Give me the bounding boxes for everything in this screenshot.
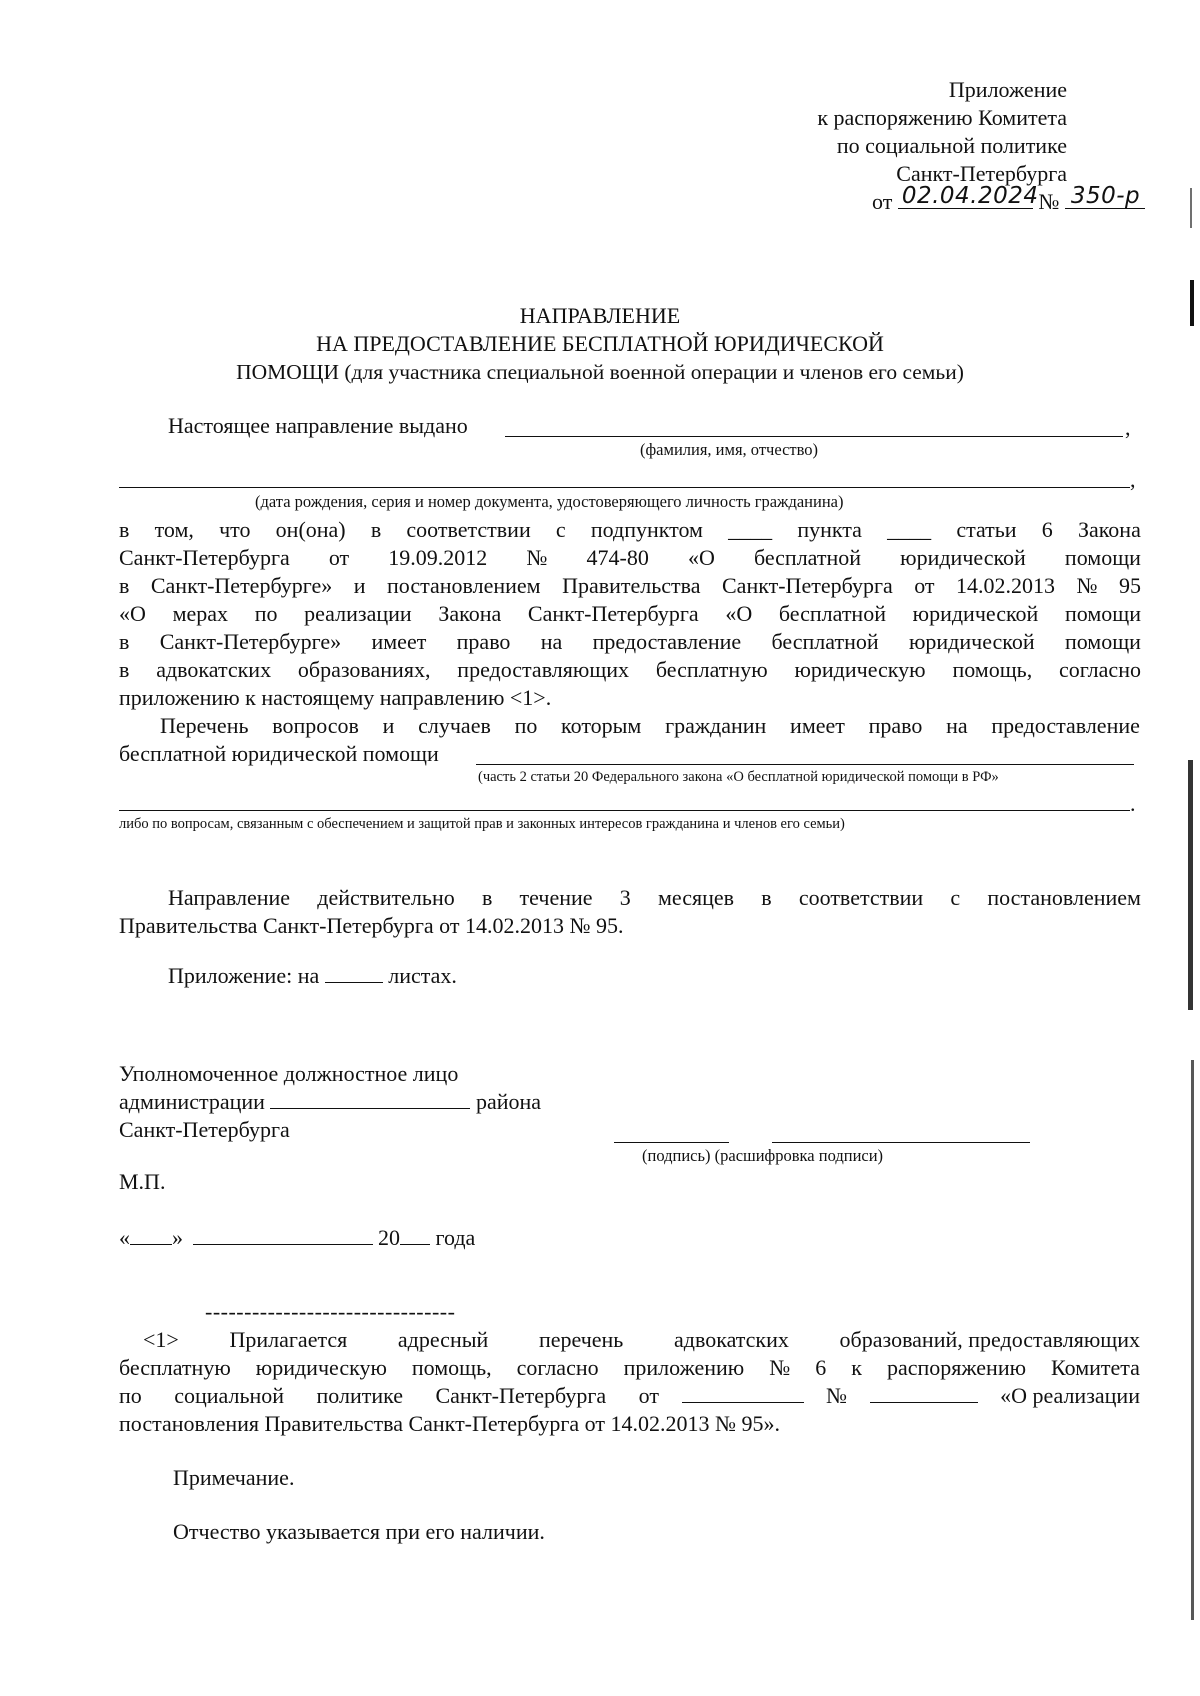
- official-admin: администрации: [119, 1089, 265, 1114]
- official-line-3: Санкт-Петербурга: [119, 1117, 290, 1142]
- header-line-1: Приложение: [948, 77, 1067, 102]
- date-close-quote: »: [172, 1225, 183, 1250]
- word: имеет: [371, 629, 427, 654]
- word: Перечень: [160, 713, 249, 738]
- word: адресный: [397, 1327, 489, 1352]
- word: приложению: [623, 1355, 745, 1380]
- official-line-1: Уполномоченное должностное лицо: [119, 1061, 459, 1086]
- word: Санкт-Петербурга: [527, 601, 699, 626]
- footnote-number-field: [870, 1382, 978, 1403]
- header-line-3: по социальной политике: [836, 133, 1067, 158]
- word: что: [219, 517, 251, 542]
- word: образований, предоставляющих: [839, 1327, 1140, 1352]
- word: предоставляющих: [457, 657, 630, 682]
- body-line: [119, 600, 1141, 628]
- issued-label: Настоящее направление выдано: [168, 413, 468, 438]
- word: согласно: [516, 1355, 599, 1380]
- date-prefix: от: [872, 189, 893, 214]
- word: ____: [887, 517, 932, 542]
- word: соответствии: [406, 517, 531, 542]
- body-line: [119, 572, 1141, 600]
- word: «О: [119, 601, 146, 626]
- word: 3: [619, 885, 631, 910]
- word: случаев: [418, 713, 491, 738]
- date-field: [898, 183, 1039, 209]
- word: по: [119, 1383, 142, 1408]
- word: 14.02.2013: [956, 573, 1055, 598]
- word: соответствии: [798, 885, 924, 910]
- word: по: [514, 713, 538, 738]
- word: 6: [1041, 517, 1053, 542]
- word: постановлением: [387, 573, 541, 598]
- header-line-4: Санкт-Петербурга: [896, 161, 1067, 186]
- footnote-line-3-start: [119, 1382, 659, 1410]
- signature-line: [614, 1142, 729, 1143]
- number-field: [1065, 183, 1145, 209]
- word: №: [1076, 573, 1098, 598]
- word: предоставление: [991, 713, 1140, 738]
- word: пункта: [797, 517, 862, 542]
- attachment-prefix: Приложение: на: [168, 963, 320, 988]
- word: Правительства: [562, 573, 701, 598]
- footnote-line-2: [119, 1354, 1140, 1382]
- number-label: №: [1038, 189, 1060, 214]
- word: Санкт-Петербурга: [435, 1383, 607, 1408]
- list-period: .: [1130, 791, 1136, 816]
- word: юридической: [912, 601, 1039, 626]
- word: юридическую: [794, 657, 926, 682]
- word: Комитета: [1051, 1355, 1140, 1380]
- word: бесплатную: [655, 657, 768, 682]
- title-line-1: НАПРАВЛЕНИЕ: [519, 303, 681, 328]
- note-title: Примечание.: [173, 1465, 295, 1490]
- header-date-row: [872, 183, 1145, 216]
- word: юридической: [900, 545, 1026, 570]
- word: бесплатной: [771, 629, 879, 654]
- word: статьи: [956, 517, 1017, 542]
- attachment-row: [168, 962, 457, 990]
- word: Прилагается: [229, 1327, 348, 1352]
- body-last-line: приложению к настоящему направлению <1>.: [119, 685, 552, 710]
- header-line-2: к распоряжению Комитета: [817, 105, 1067, 130]
- word: согласно: [1059, 657, 1141, 682]
- word: политике: [316, 1383, 404, 1408]
- attachment-suffix: листах.: [388, 963, 457, 988]
- word: помощи: [1065, 601, 1141, 626]
- word: в: [761, 885, 772, 910]
- issued-comma: ,: [1125, 415, 1131, 440]
- handwritten-date: 02.04.2024: [901, 183, 1039, 209]
- list-answer-line-2: [119, 810, 1130, 811]
- hint-law: (часть 2 статьи 20 Федерального закона «О бесплатной юридической помощи в РФ»: [478, 769, 999, 785]
- word: Санкт-Петербурге»: [159, 629, 342, 654]
- signature-decode-line: [772, 1142, 1030, 1143]
- word: он(она): [275, 517, 346, 542]
- word: месяцев: [657, 885, 735, 910]
- word: бесплатную: [119, 1355, 231, 1380]
- word: юридическую: [255, 1355, 387, 1380]
- word: образованиях,: [297, 657, 431, 682]
- scan-edge-mark: [1188, 760, 1193, 1010]
- handwritten-number: 350-р: [1070, 183, 1141, 209]
- word: №: [769, 1355, 791, 1380]
- body-line: [119, 628, 1141, 656]
- issued-name-line: [505, 436, 1123, 437]
- word: от: [638, 1383, 659, 1408]
- body-line: [119, 544, 1141, 572]
- scan-edge-mark: [1190, 280, 1194, 326]
- stamp-label: М.П.: [119, 1169, 166, 1194]
- word: в: [119, 657, 130, 682]
- document-line: [119, 487, 1130, 488]
- footnote-line-4: постановления Правительства Санкт-Петербурга от 14.02.2013 № 95».: [119, 1411, 780, 1436]
- footnote-line-3: [119, 1382, 1140, 1410]
- word: Закона: [1077, 517, 1141, 542]
- hint-name: (фамилия, имя, отчество): [640, 440, 819, 459]
- word: в: [481, 885, 493, 910]
- validity-line-1: [168, 884, 1141, 912]
- word: в: [370, 517, 382, 542]
- list-line-1: [160, 712, 1140, 740]
- date-open-quote: «: [119, 1225, 130, 1250]
- word: в: [119, 573, 130, 598]
- word: помощь,: [952, 657, 1033, 682]
- word: социальной: [174, 1383, 285, 1408]
- word: 19.09.2012: [388, 545, 488, 570]
- scan-edge-mark: [1191, 1060, 1194, 1620]
- word: 474-80: [586, 545, 649, 570]
- word: распоряжению: [886, 1355, 1027, 1380]
- word: имеет: [790, 713, 845, 738]
- hint-document: (дата рождения, серия и номер документа, удостоверяющего личность гражданина): [255, 492, 844, 511]
- word: перечень: [538, 1327, 624, 1352]
- word: Санкт-Петербурге»: [150, 573, 333, 598]
- footnote-date-field: [682, 1382, 804, 1403]
- month-field: [193, 1224, 373, 1245]
- word: помощь,: [411, 1355, 492, 1380]
- scan-edge-mark: [1190, 188, 1192, 228]
- word: адвокатских: [674, 1327, 789, 1352]
- word: адвокатских: [156, 657, 272, 682]
- year-field: [400, 1224, 430, 1245]
- title-line-2: НА ПРЕДОСТАВЛЕНИЕ БЕСПЛАТНОЙ ЮРИДИЧЕСКОЙ: [316, 331, 884, 356]
- word: право: [456, 629, 511, 654]
- word: которым: [561, 713, 642, 738]
- word: по: [254, 601, 278, 626]
- list-answer-line: [476, 764, 1134, 765]
- word: бесплатной: [778, 601, 886, 626]
- word: том,: [154, 517, 194, 542]
- word: юридической: [908, 629, 1035, 654]
- validity-line-2: Правительства Санкт-Петербурга от 14.02.2013 № 95.: [119, 913, 624, 938]
- word: «О: [687, 545, 715, 570]
- official-district: района: [475, 1089, 542, 1114]
- word: ____: [728, 517, 773, 542]
- date-row: [119, 1224, 475, 1252]
- year-suffix: года: [435, 1225, 476, 1250]
- word: с: [950, 885, 961, 910]
- footnote-line-1: [143, 1326, 1140, 1354]
- word: подпунктом: [590, 517, 703, 542]
- word: Санкт-Петербурга: [722, 573, 893, 598]
- word: в: [119, 517, 130, 542]
- body-line: [119, 656, 1141, 684]
- word: с: [555, 517, 566, 542]
- footnote-number-label: №: [826, 1383, 848, 1408]
- official-line-2: [119, 1088, 541, 1116]
- word: и: [382, 713, 395, 738]
- word: от: [328, 545, 350, 570]
- hint-signature: (подпись) (расшифровка подписи): [642, 1146, 884, 1165]
- word: течение: [519, 885, 593, 910]
- word: помощи: [1064, 545, 1141, 570]
- word: на: [946, 713, 968, 738]
- word: Санкт-Петербурга: [119, 545, 290, 570]
- word: 6: [815, 1355, 827, 1380]
- year-prefix: 20: [378, 1225, 400, 1250]
- document-comma: ,: [1130, 467, 1136, 492]
- word: и: [353, 573, 366, 598]
- list-line-2-label: бесплатной юридической помощи: [119, 741, 439, 766]
- footnote-separator: --------------------------------: [205, 1299, 456, 1324]
- title-line-3: ПОМОЩИ (для участника специальной военной операции и членов его семьи): [236, 360, 964, 384]
- body-line: [119, 516, 1141, 544]
- word: бесплатной: [753, 545, 862, 570]
- word: на: [540, 629, 563, 654]
- note-text: Отчество указывается при его наличии.: [173, 1519, 545, 1544]
- word: Закона: [438, 601, 502, 626]
- word: мерах: [172, 601, 229, 626]
- word: гражданин: [665, 713, 767, 738]
- word: 95: [1118, 573, 1141, 598]
- word: действительно: [317, 885, 455, 910]
- word: помощи: [1064, 629, 1141, 654]
- word: реализации: [304, 601, 412, 626]
- hint-other: либо по вопросам, связанным с обеспечением и защитой прав и законных интересов гражданина и членов его семьи): [119, 816, 845, 832]
- word: право: [868, 713, 923, 738]
- word: вопросов: [272, 713, 359, 738]
- district-field: [270, 1088, 470, 1109]
- word: <1>: [143, 1327, 179, 1352]
- day-field: [130, 1224, 172, 1245]
- word: к: [851, 1355, 862, 1380]
- word: №: [526, 545, 548, 570]
- footnote-line-3-end: «О реализации: [1000, 1383, 1140, 1408]
- word: предоставление: [592, 629, 742, 654]
- word: от: [914, 573, 935, 598]
- word: постановлением: [987, 885, 1141, 910]
- word: Направление: [168, 885, 291, 910]
- word: в: [119, 629, 130, 654]
- word: «О: [725, 601, 753, 626]
- attachment-sheets-field: [325, 962, 383, 983]
